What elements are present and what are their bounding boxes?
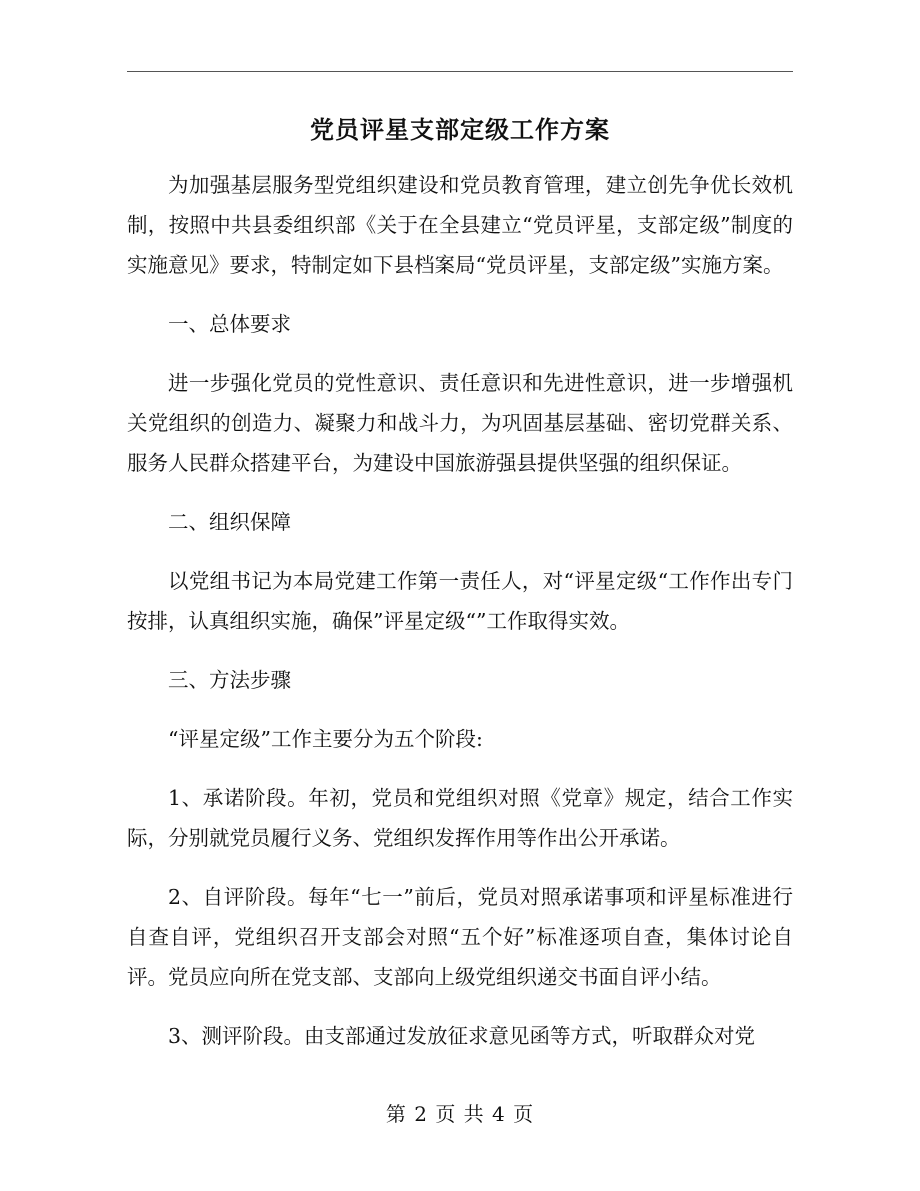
section-heading-1: 一、总体要求 bbox=[168, 312, 291, 336]
section-heading-2: 二、组织保障 bbox=[168, 510, 291, 534]
paragraph-stage-2: 2、自评阶段。每年“七一”前后，党员对照承诺事项和评星标准进行自查自评，党组织召开支部会对照“五个好”标准逐项自查，集体讨论自评。党员应向所在党支部、支部向上级党组织递交书面自评小结。 bbox=[127, 885, 793, 989]
paragraph-stages-intro: “评星定级”工作主要分为五个阶段: bbox=[168, 727, 483, 751]
section-heading-3: 三、方法步骤 bbox=[168, 668, 291, 692]
paragraph-requirements: 进一步强化党员的党性意识、责任意识和先进性意识，进一步增强机关党组织的创造力、凝聚力和战斗力，为巩固基层基础、密切党群关系、服务人民群众搭建平台，为建设中国旅游强县提供坚强的组织保证。 bbox=[127, 371, 793, 475]
paragraph-organization: 以党组书记为本局党建工作第一责任人，对“评星定级“工作作出专门按排，认真组织实施，确保”评星定级“”工作取得实效。 bbox=[127, 569, 793, 633]
page-footer: 第 2 页 共 4 页 bbox=[385, 1102, 535, 1126]
paragraph-intro: 为加强基层服务型党组织建设和党员教育管理，建立创先争优长效机制，按照中共县委组织部《关于在全县建立“党员评星，支部定级”制度的实施意见》要求，特制定如下县档案局“党员评星，支部定级”实施方案。 bbox=[127, 173, 793, 277]
document-title: 党员评星支部定级工作方案 bbox=[310, 115, 610, 144]
document-body bbox=[127, 165, 793, 1075]
header-rule bbox=[127, 71, 793, 72]
paragraph-stage-1: 1、承诺阶段。年初，党员和党组织对照《党章》规定，结合工作实际，分别就党员履行义务、党组织发挥作用等作出公开承诺。 bbox=[127, 786, 793, 850]
paragraph-stage-3: 3、测评阶段。由支部通过发放征求意见函等方式，听取群众对党 bbox=[168, 1024, 756, 1048]
